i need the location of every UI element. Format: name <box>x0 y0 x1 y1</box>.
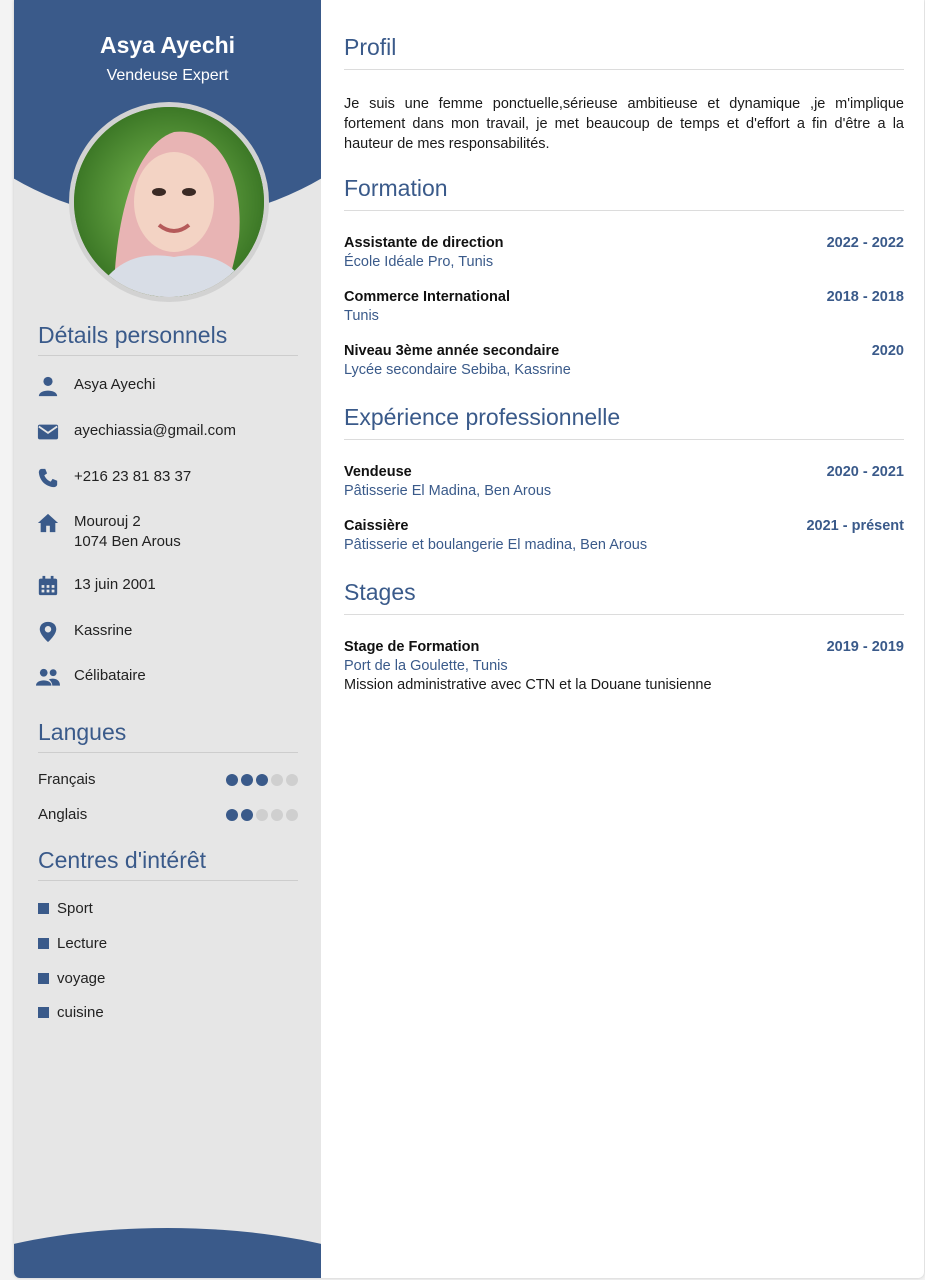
envelope-icon <box>34 421 62 443</box>
entry-employer: Pâtisserie et boulangerie El madina, Ben Arous <box>344 537 648 553</box>
address-line-1: Mourouj 2 <box>74 513 141 530</box>
sidebar <box>14 0 321 1278</box>
entry-title: Stage de Formation <box>344 639 480 655</box>
section-title-interests: Centres d'intérêt <box>38 847 298 881</box>
entry-title: Commerce International <box>344 289 510 305</box>
level-dot <box>286 809 298 821</box>
interest-item <box>38 900 93 917</box>
square-bullet-icon <box>38 973 49 984</box>
education-entry <box>344 234 904 272</box>
entry-institution: École Idéale Pro, Tunis <box>344 254 494 270</box>
entry-date: 2022 - 2022 <box>826 235 904 251</box>
interest-label: Sport <box>57 900 93 917</box>
language-name: Français <box>38 771 96 788</box>
entry-title: Assistante de direction <box>344 235 504 251</box>
detail-address-value <box>74 512 181 552</box>
entry-date: 2020 <box>871 343 904 359</box>
detail-email <box>34 421 304 443</box>
entry-date: 2020 - 2021 <box>826 464 904 480</box>
detail-phone-value: +216 23 81 83 37 <box>74 468 192 485</box>
section-title-internships: Stages <box>344 579 904 615</box>
sidebar-footer-band <box>14 1228 321 1278</box>
calendar-icon <box>34 575 62 597</box>
entry-location: Port de la Goulette, Tunis <box>344 658 508 674</box>
level-dot <box>286 774 298 786</box>
detail-birthdate <box>34 575 304 597</box>
detail-phone <box>34 467 304 489</box>
level-dot <box>226 774 238 786</box>
section-title-details: Détails personnels <box>38 322 298 356</box>
entry-date: 2019 - 2019 <box>826 639 904 655</box>
section-title-education: Formation <box>344 175 904 211</box>
entry-title: Vendeuse <box>344 464 412 480</box>
language-row <box>38 806 298 823</box>
entry-title: Niveau 3ème année secondaire <box>344 343 560 359</box>
level-dot <box>271 809 283 821</box>
square-bullet-icon <box>38 1007 49 1018</box>
square-bullet-icon <box>38 903 49 914</box>
internship-entry <box>344 638 904 695</box>
profile-text: Je suis une femme ponctuelle,sérieuse ambitieuse et dynamique ,je m'implique fortement dans mon travail, je met beaucoup de temps et d'effort a fin d'être a la hauteur de mes responsabilités. <box>344 96 904 152</box>
interest-label: cuisine <box>57 1004 104 1021</box>
entry-description: Mission administrative avec CTN et la Douane tunisienne <box>344 677 712 693</box>
map-pin-icon <box>34 621 62 643</box>
experience-entry <box>344 463 904 501</box>
detail-location-value: Kassrine <box>74 622 133 639</box>
entry-institution: Tunis <box>344 308 379 324</box>
language-name: Anglais <box>38 806 88 823</box>
entry-employer: Pâtisserie El Madina, Ben Arous <box>344 483 552 499</box>
entry-date: 2018 - 2018 <box>826 289 904 305</box>
home-icon <box>34 512 62 534</box>
detail-address <box>34 512 304 552</box>
interest-item <box>38 935 107 952</box>
square-bullet-icon <box>38 938 49 949</box>
language-level-dots <box>226 774 298 786</box>
detail-status-value: Célibataire <box>74 667 146 684</box>
user-icon <box>34 375 62 397</box>
cv-page <box>14 0 924 1278</box>
interest-label: voyage <box>57 970 106 987</box>
language-level-dots <box>226 809 298 821</box>
level-dot <box>241 774 253 786</box>
users-icon <box>34 666 62 688</box>
level-dot <box>226 809 238 821</box>
detail-name <box>34 375 304 397</box>
language-row <box>38 771 298 788</box>
person-name: Asya Ayechi <box>99 32 236 58</box>
address-line-2: 1074 Ben Arous <box>74 533 181 550</box>
level-dot <box>256 809 268 821</box>
section-title-languages: Langues <box>38 719 298 753</box>
entry-institution: Lycée secondaire Sebiba, Kassrine <box>344 362 571 378</box>
interest-item <box>38 970 105 987</box>
interest-item <box>38 1004 104 1021</box>
detail-email-value: ayechiassia@gmail.com <box>74 422 236 439</box>
entry-title: Caissière <box>344 518 409 534</box>
level-dot <box>271 774 283 786</box>
experience-entry <box>344 517 904 555</box>
interest-label: Lecture <box>57 935 108 952</box>
section-title-experience: Expérience professionnelle <box>344 404 904 440</box>
education-entry <box>344 288 904 326</box>
detail-status <box>34 666 304 688</box>
entry-date: 2021 - présent <box>806 518 904 534</box>
detail-birthdate-value: 13 juin 2001 <box>74 576 156 593</box>
phone-icon <box>34 467 62 489</box>
level-dot <box>256 774 268 786</box>
person-role: Vendeuse Expert <box>106 67 229 84</box>
detail-location <box>34 621 304 643</box>
profile-photo <box>69 102 269 302</box>
section-title-profile: Profil <box>344 34 904 70</box>
level-dot <box>241 809 253 821</box>
detail-name-value: Asya Ayechi <box>74 376 156 393</box>
education-entry <box>344 342 904 380</box>
